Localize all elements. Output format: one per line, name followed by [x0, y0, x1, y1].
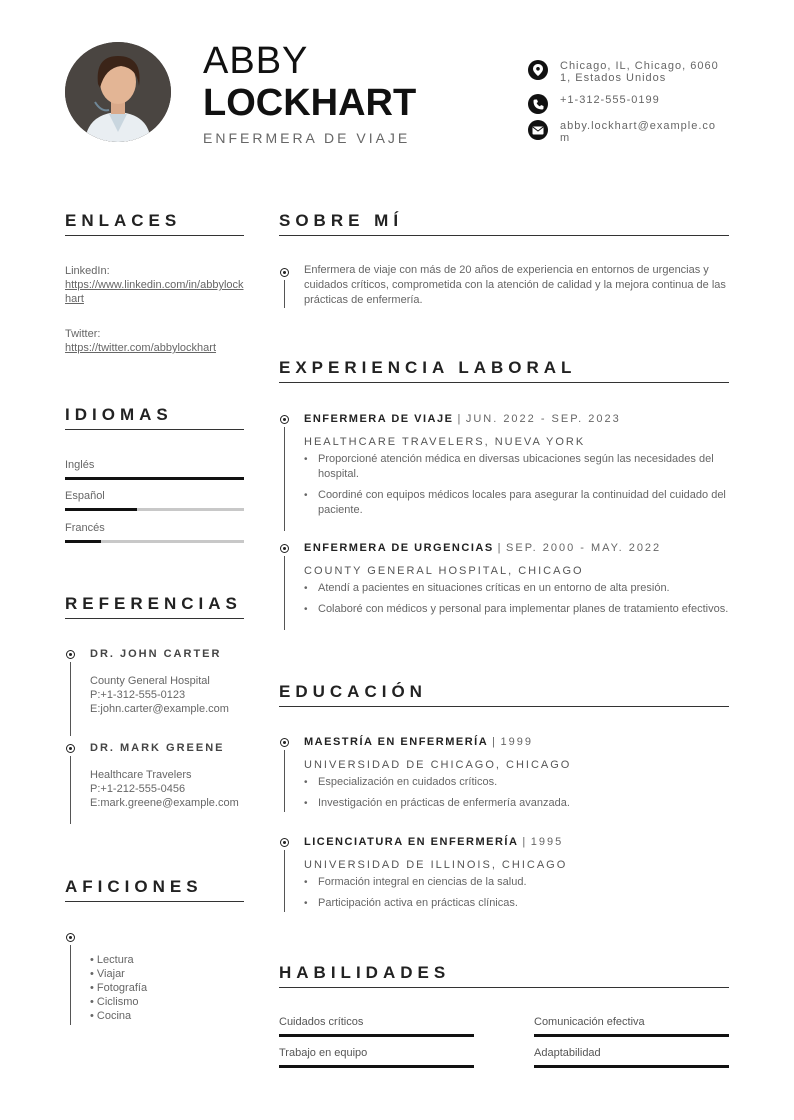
skill-item — [534, 1016, 729, 1037]
job-role: ENFERMERA DE URGENCIAS — [304, 542, 494, 554]
linkedin-url[interactable]: https://www.linkedin.com/in/abbylockhart — [65, 279, 244, 305]
education-bullet: • Formación integral en ciencias de la salud. — [304, 875, 729, 890]
timeline-line — [284, 556, 285, 630]
timeline-dot-icon — [280, 544, 289, 553]
job-bullets — [304, 452, 729, 518]
links-rule — [65, 235, 244, 236]
about-title: SOBRE MÍ — [279, 211, 404, 230]
timeline-line — [70, 756, 71, 824]
job-header: ENFERMERA DE VIAJE | JUN. 2022 - SEP. 2023 — [304, 413, 621, 425]
job-title: ENFERMERA DE VIAJE — [203, 130, 411, 146]
education-header: LICENCIATURA EN ENFERMERÍA | 1995 — [304, 836, 564, 848]
link-label: LinkedIn: — [65, 265, 110, 277]
job-bullet: • Atendí a pacientes en situaciones críticas en un entorno de alta presión. — [304, 581, 729, 596]
timeline-dot-icon — [66, 933, 75, 942]
reference-name: DR. JOHN CARTER — [90, 648, 222, 660]
language-level-bar — [65, 540, 244, 543]
profile-photo — [65, 42, 171, 142]
reference-email: E:john.carter@example.com — [90, 703, 229, 715]
timeline-line — [284, 850, 285, 912]
timeline-line — [284, 427, 285, 531]
education-year: 1999 — [500, 736, 533, 748]
skill-item — [279, 1047, 474, 1068]
skills-title: HABILIDADES — [279, 963, 451, 982]
location-pin-icon — [528, 60, 548, 80]
timeline-line — [284, 750, 285, 812]
timeline-line — [70, 945, 71, 1025]
hobby-item: • Lectura — [90, 954, 134, 966]
skill-item — [279, 1016, 474, 1037]
language-level-bar — [65, 477, 244, 480]
languages-title: IDIOMAS — [65, 405, 173, 424]
link-twitter — [65, 327, 244, 355]
references-rule — [65, 618, 244, 619]
timeline-dot-icon — [280, 738, 289, 747]
reference-details — [90, 674, 244, 716]
hobbies-rule — [65, 901, 244, 902]
about-text: Enfermera de viaje con más de 20 años de experiencia en entornos de urgencias y cuidados críticos, comprometida con la atención de calidad y la mejora continua de las prácticas de enfermería. — [304, 264, 726, 306]
contact-phone — [528, 94, 723, 114]
references-title: REFERENCIAS — [65, 594, 242, 613]
hobby-item: • Viajar — [90, 968, 125, 980]
education-year: 1995 — [530, 836, 564, 848]
experience-rule — [279, 382, 729, 383]
education-header: MAESTRÍA EN ENFERMERÍA | 1999 — [304, 736, 533, 748]
hobby-item: • Ciclismo — [90, 996, 139, 1008]
language-level-fill — [65, 477, 244, 480]
job-company: HEALTHCARE TRAVELERS, NUEVA YORK — [304, 436, 586, 448]
timeline-dot-icon — [280, 415, 289, 424]
skill-bar — [534, 1034, 729, 1037]
language-level-fill — [65, 508, 137, 511]
education-degree: LICENCIATURA EN ENFERMERÍA — [304, 836, 519, 848]
reference-company: Healthcare Travelers — [90, 769, 192, 781]
job-company: COUNTY GENERAL HOSPITAL, CHICAGO — [304, 565, 584, 577]
education-school: UNIVERSIDAD DE CHICAGO, CHICAGO — [304, 759, 572, 771]
phone-text[interactable]: +1-312-555-0199 — [560, 94, 660, 106]
reference-phone: P:+1-212-555-0456 — [90, 783, 186, 795]
languages-rule — [65, 429, 244, 430]
reference-details — [90, 768, 244, 810]
hobby-item: • Fotografía — [90, 982, 148, 994]
hobbies-list — [90, 953, 147, 1023]
job-bullets — [304, 581, 729, 617]
education-rule — [279, 706, 729, 707]
skills-rule — [279, 987, 729, 988]
skill-bar — [279, 1065, 474, 1068]
job-dates: SEP. 2000 - MAY. 2022 — [506, 542, 662, 554]
experience-title: EXPERIENCIA LABORAL — [279, 358, 577, 377]
phone-icon — [528, 94, 548, 114]
timeline-line — [70, 662, 71, 736]
education-title: EDUCACIÓN — [279, 682, 427, 701]
skill-bar — [534, 1065, 729, 1068]
reference-company: County General Hospital — [90, 675, 210, 687]
first-name: ABBY — [203, 40, 309, 82]
timeline-dot-icon — [280, 268, 289, 277]
job-dates: JUN. 2022 - SEP. 2023 — [465, 413, 621, 425]
job-bullet: • Coordiné con equipos médicos locales para asegurar la continuidad del cuidado del paciente. — [304, 488, 729, 518]
hobbies-title: AFICIONES — [65, 877, 203, 896]
language-item — [65, 522, 244, 543]
address-text: Chicago, IL, Chicago, 60601, Estados Unidos — [560, 60, 719, 84]
skill-item — [534, 1047, 729, 1068]
contact-email — [528, 120, 723, 144]
about-rule — [279, 235, 729, 236]
skill-name: Trabajo en equipo — [279, 1047, 368, 1059]
education-bullets — [304, 775, 729, 811]
link-label: Twitter: — [65, 328, 101, 340]
reference-name: DR. MARK GREENE — [90, 742, 225, 754]
twitter-url[interactable]: https://twitter.com/abbylockhart — [65, 342, 217, 354]
job-header: ENFERMERA DE URGENCIAS | SEP. 2000 - MAY. 2022 — [304, 542, 662, 554]
reference-phone: P:+1-312-555-0123 — [90, 689, 186, 701]
language-level-fill — [65, 540, 101, 543]
language-item — [65, 490, 244, 511]
job-role: ENFERMERA DE VIAJE — [304, 413, 454, 425]
last-name: LOCKHART — [203, 82, 417, 124]
skill-name: Cuidados críticos — [279, 1016, 364, 1028]
timeline-dot-icon — [66, 650, 75, 659]
education-bullet: • Investigación en prácticas de enfermería avanzada. — [304, 796, 729, 811]
education-bullet: • Participación activa en prácticas clínicas. — [304, 896, 729, 911]
education-bullets — [304, 875, 729, 911]
timeline-line — [284, 280, 285, 308]
language-level-bar — [65, 508, 244, 511]
link-linkedin — [65, 264, 244, 306]
education-degree: MAESTRÍA EN ENFERMERÍA — [304, 736, 489, 748]
links-title: ENLACES — [65, 211, 182, 230]
language-name: Español — [65, 490, 105, 502]
skill-name: Comunicación efectiva — [534, 1016, 645, 1028]
job-bullet: • Proporcioné atención médica en diversas ubicaciones según las necesidades del hospital. — [304, 452, 729, 482]
skill-name: Adaptabilidad — [534, 1047, 601, 1059]
language-name: Francés — [65, 522, 105, 534]
job-bullet: • Colaboré con médicos y personal para implementar planes de tratamiento efectivos. — [304, 602, 729, 617]
skill-bar — [279, 1034, 474, 1037]
timeline-dot-icon — [280, 838, 289, 847]
language-item — [65, 459, 244, 480]
reference-email: E:mark.greene@example.com — [90, 797, 239, 809]
hobby-item: • Cocina — [90, 1010, 132, 1022]
contact-address — [528, 60, 723, 84]
education-school: UNIVERSIDAD DE ILLINOIS, CHICAGO — [304, 859, 568, 871]
mail-icon — [528, 120, 548, 140]
timeline-dot-icon — [66, 744, 75, 753]
education-bullet: • Especialización en cuidados críticos. — [304, 775, 729, 790]
email-text[interactable]: abby.lockhart@example.com — [560, 120, 717, 144]
language-name: Inglés — [65, 459, 95, 471]
